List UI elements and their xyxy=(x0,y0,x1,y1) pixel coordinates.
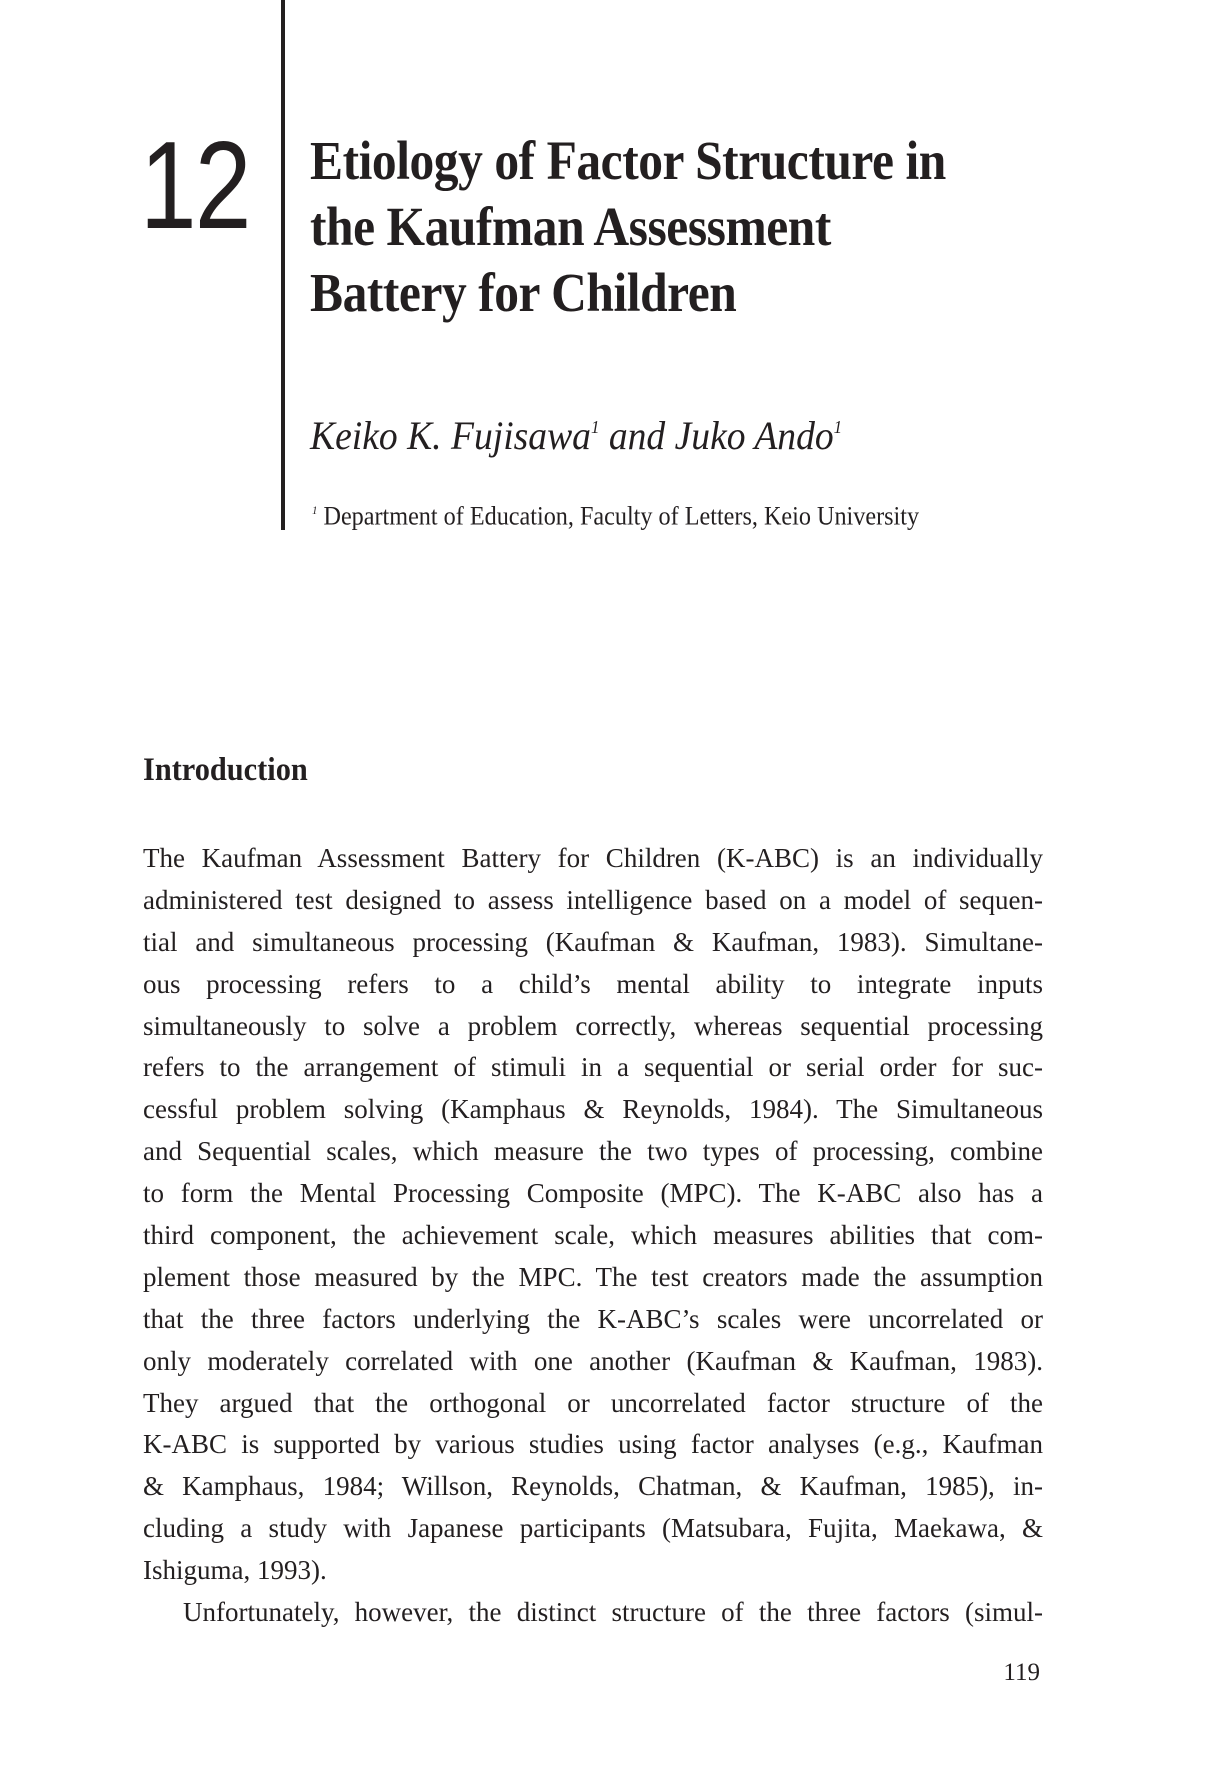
author-name: Juko Ando xyxy=(674,413,834,459)
body-paragraphs xyxy=(143,838,1043,1634)
author-connector: and xyxy=(608,413,666,459)
author-name: Keiko K. Fujisawa xyxy=(310,413,591,459)
chapter-title xyxy=(310,128,1102,326)
chapter-title-line: the Kaufman Assessment xyxy=(310,196,831,257)
body-line: third component, the achievement scale, which measures abilities that com- xyxy=(143,1220,1043,1251)
author-list xyxy=(310,402,842,461)
body-line: & Kamphaus, 1984; Willson, Reynolds, Chatman, & Kaufman, 1985), in- xyxy=(143,1471,1043,1502)
body-line: that the three factors underlying the K-ABC’s scales were uncorrelated or xyxy=(143,1303,1043,1334)
body-line: refers to the arrangement of stimuli in a sequential or serial order for suc- xyxy=(143,1052,1043,1083)
body-line: The Kaufman Assessment Battery for Children (K-ABC) is an individually xyxy=(143,843,1043,873)
chapter-title-line: Etiology of Factor Structure in xyxy=(310,130,946,191)
body-line: Ishiguma, 1993). xyxy=(143,1555,327,1586)
affiliation-mark: 1 xyxy=(590,417,600,437)
page-number: 119 xyxy=(1003,1659,1040,1686)
body-line: and Sequential scales, which measure the two types of processing, combine xyxy=(143,1136,1043,1167)
body-line: They argued that the orthogonal or uncorrelated factor structure of the xyxy=(143,1387,1043,1418)
section-heading: Introduction xyxy=(143,752,308,788)
body-line: ous processing refers to a child’s mental ability to integrate inputs xyxy=(143,968,1043,999)
affiliation-mark: 1 xyxy=(312,504,318,517)
chapter-divider-rule xyxy=(281,0,285,530)
body-line: tial and simultaneous processing (Kaufman & Kaufman, 1983). Simultane- xyxy=(143,926,1043,957)
body-line: cluding a study with Japanese participants (Matsubara, Fujita, Maekawa, & xyxy=(143,1513,1043,1544)
affiliation-mark: 1 xyxy=(833,417,843,437)
body-line: K-ABC is supported by various studies using factor analyses (e.g., Kaufman xyxy=(143,1429,1043,1460)
body-line: simultaneously to solve a problem correctly, whereas sequential processing xyxy=(143,1010,1043,1041)
body-line: only moderately correlated with one another (Kaufman & Kaufman, 1983). xyxy=(143,1345,1043,1376)
author-affiliation xyxy=(312,496,919,532)
body-line-paragraph-start: Unfortunately, however, the distinct structure of the three factors (simul- xyxy=(183,1597,1043,1628)
body-line: administered test designed to assess intelligence based on a model of sequen- xyxy=(143,884,1043,915)
affiliation-text: Department of Education, Faculty of Letters, Keio University xyxy=(323,501,920,531)
chapter-title-line: Battery for Children xyxy=(310,262,737,323)
body-line: cessful problem solving (Kamphaus & Reynolds, 1984). The Simultaneous xyxy=(143,1094,1043,1125)
body-line: to form the Mental Processing Composite (MPC). The K-ABC also has a xyxy=(143,1178,1043,1209)
chapter-number: 12 xyxy=(140,117,250,255)
body-line: plement those measured by the MPC. The test creators made the assumption xyxy=(143,1261,1043,1292)
